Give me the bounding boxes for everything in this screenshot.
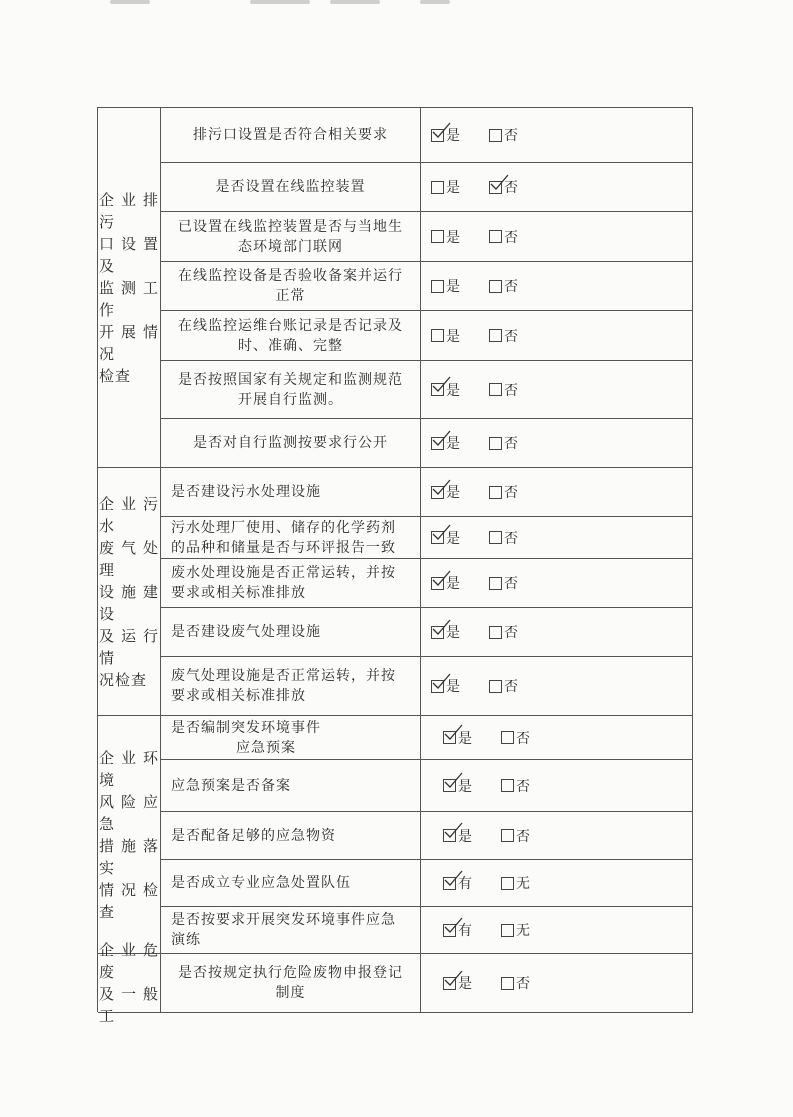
option-label: 否	[516, 976, 531, 992]
question-cell	[161, 760, 421, 812]
category-cell: 企业污水 废气处理 设施建设 及运行情 况检查	[98, 468, 161, 716]
answer-cell	[421, 311, 693, 361]
answer-cell	[421, 716, 693, 760]
checkbox[interactable]	[489, 577, 502, 590]
question-cell	[161, 163, 421, 212]
answer-cell	[421, 361, 693, 419]
checkbox[interactable]	[501, 731, 514, 744]
option-no[interactable]	[501, 826, 531, 846]
answer-cell	[421, 108, 693, 163]
question-text: 在线监控设备是否验收备案并运行	[178, 268, 403, 284]
question-cell	[161, 812, 421, 860]
option-none[interactable]	[501, 873, 531, 893]
option-label: 否	[504, 530, 519, 547]
checkmark-icon	[488, 172, 510, 194]
checkmark-icon	[430, 522, 452, 544]
checkbox[interactable]	[489, 280, 502, 293]
question-text: 是否按照国家有关规定和监测规范	[178, 371, 403, 388]
option-label: 否	[504, 576, 519, 592]
option-label: 是	[446, 279, 461, 295]
checkmark-icon	[430, 428, 452, 450]
option-label: 否	[504, 229, 519, 246]
option-label: 是	[458, 828, 473, 845]
answer-cell	[421, 517, 693, 559]
option-no[interactable]	[489, 528, 519, 548]
checkbox[interactable]	[489, 531, 502, 544]
checkmark-icon	[430, 120, 452, 142]
checkbox[interactable]	[501, 779, 514, 792]
answer-cell	[421, 812, 693, 860]
option-label: 是	[458, 778, 473, 795]
option-label: 否	[504, 485, 519, 501]
option-no[interactable]	[501, 728, 531, 748]
option-label: 是	[446, 180, 461, 196]
option-label: 否	[504, 180, 519, 196]
answer-cell	[421, 419, 693, 468]
option-yes[interactable]	[431, 326, 461, 346]
checkbox[interactable]	[489, 680, 502, 693]
option-label: 是	[446, 436, 461, 452]
scan-artifact	[330, 0, 380, 4]
question-cell	[161, 311, 421, 361]
option-label: 否	[504, 679, 519, 695]
option-label: 否	[516, 828, 531, 845]
checkbox[interactable]	[443, 829, 456, 842]
option-yes[interactable]	[431, 177, 461, 197]
checkbox[interactable]	[489, 181, 502, 194]
option-yes[interactable]	[431, 380, 461, 400]
checkmark-icon	[430, 568, 452, 590]
checkbox[interactable]	[501, 977, 514, 990]
option-label: 否	[504, 328, 519, 345]
option-no[interactable]	[489, 573, 519, 593]
option-no[interactable]	[489, 276, 519, 296]
checkbox[interactable]	[431, 329, 444, 342]
option-yes[interactable]	[431, 276, 461, 296]
checkmark-icon	[430, 671, 452, 693]
option-no[interactable]	[489, 227, 519, 247]
option-label: 有	[458, 923, 473, 939]
option-yes[interactable]	[431, 125, 461, 145]
question-text: 是否按规定执行危险废物申报登记	[178, 965, 403, 981]
option-yes[interactable]	[431, 573, 461, 593]
question-text: 态环境部门联网	[238, 238, 343, 255]
inspection-table	[97, 107, 693, 1025]
category-cell: 企业环境 风险应急 措施落实 情况检查	[98, 716, 161, 954]
checkbox[interactable]	[489, 383, 502, 396]
option-label: 否	[516, 730, 531, 747]
question-cell	[161, 108, 421, 163]
option-label: 否	[504, 279, 519, 295]
answer-cell	[421, 657, 693, 716]
question-text: 正常	[275, 288, 306, 304]
checkbox[interactable]	[431, 230, 444, 243]
question-text: 是否对自行监测按要求行公开	[193, 435, 388, 451]
answer-cell	[421, 860, 693, 907]
option-yes[interactable]	[431, 676, 461, 696]
checkmark-icon	[442, 770, 464, 792]
option-no[interactable]	[489, 482, 519, 502]
checkbox[interactable]	[489, 230, 502, 243]
question-text: 废水处理设施是否正常运转，并按	[171, 565, 396, 581]
option-no[interactable]	[489, 622, 519, 642]
question-text: 污水处理厂使用、储存的化学药剂	[171, 519, 396, 536]
checkbox[interactable]	[489, 129, 502, 142]
option-label: 是	[446, 576, 461, 592]
checkbox[interactable]	[443, 977, 456, 990]
question-text: 在线监控运维台账记录是否记录及	[178, 317, 403, 334]
answer-cell	[421, 907, 693, 954]
question-cell	[161, 212, 421, 262]
question-cell	[161, 860, 421, 907]
checkbox[interactable]	[489, 437, 502, 450]
option-have[interactable]	[443, 873, 473, 893]
checkmark-icon	[430, 477, 452, 499]
option-label: 是	[446, 625, 461, 641]
question-text: 是否建设废气处理设施	[171, 624, 321, 640]
question-cell	[161, 419, 421, 468]
checkbox[interactable]	[431, 383, 444, 396]
option-yes[interactable]	[443, 776, 473, 796]
checkbox[interactable]	[431, 577, 444, 590]
option-none[interactable]	[501, 920, 531, 940]
checkmark-icon	[442, 915, 464, 937]
question-text: 要求或相关标准排放	[171, 585, 306, 601]
option-yes[interactable]	[443, 728, 473, 748]
checkbox[interactable]	[431, 437, 444, 450]
option-label: 否	[504, 625, 519, 641]
scan-artifact	[420, 0, 450, 4]
option-no[interactable]	[489, 326, 519, 346]
option-have[interactable]	[443, 920, 473, 940]
option-label: 否	[504, 128, 519, 144]
question-text: 排污口设置是否符合相关要求	[193, 127, 388, 143]
checkbox[interactable]	[501, 877, 514, 890]
question-cell	[161, 262, 421, 311]
checkbox[interactable]	[431, 680, 444, 693]
checkbox[interactable]	[443, 877, 456, 890]
question-text: 是否编制突发环境事件	[171, 719, 321, 736]
option-label: 无	[516, 923, 531, 939]
scan-artifact	[250, 0, 310, 4]
checkmark-icon	[442, 868, 464, 890]
option-no[interactable]	[489, 125, 519, 145]
checkbox[interactable]	[431, 280, 444, 293]
question-text: 是否配备足够的应急物资	[171, 827, 336, 844]
option-label: 否	[504, 436, 519, 452]
question-text: 废气处理设施是否正常运转，并按	[171, 668, 396, 684]
checkmark-icon	[442, 820, 464, 842]
question-cell	[161, 716, 421, 760]
checkbox[interactable]	[489, 329, 502, 342]
checkmark-icon	[442, 722, 464, 744]
checkbox[interactable]	[431, 181, 444, 194]
checkbox[interactable]	[431, 486, 444, 499]
answer-cell	[421, 954, 693, 1013]
question-text: 是否设置在线监控装置	[215, 179, 366, 195]
question-cell	[161, 608, 421, 657]
answer-cell	[421, 163, 693, 212]
question-cell	[161, 468, 421, 517]
option-yes[interactable]	[443, 973, 473, 993]
question-cell	[161, 559, 421, 608]
question-text: 是否建设污水处理设施	[171, 484, 321, 500]
question-cell	[161, 361, 421, 419]
answer-cell	[421, 608, 693, 657]
option-no[interactable]	[489, 676, 519, 696]
answer-cell	[421, 262, 693, 311]
checkmark-icon	[430, 374, 452, 396]
scan-artifact	[110, 0, 150, 4]
option-yes[interactable]	[431, 227, 461, 247]
option-no[interactable]	[489, 177, 519, 197]
option-label: 是	[458, 730, 473, 747]
option-label: 是	[446, 485, 461, 501]
answer-cell	[421, 212, 693, 262]
option-label: 是	[446, 530, 461, 547]
question-cell	[161, 907, 421, 954]
question-cell	[161, 517, 421, 559]
option-yes[interactable]	[443, 826, 473, 846]
option-label: 是	[458, 976, 473, 992]
option-yes[interactable]	[431, 433, 461, 453]
answer-cell	[421, 760, 693, 812]
question-text: 开展自行监测。	[238, 391, 343, 408]
question-text: 已设置在线监控装置是否与当地生	[178, 218, 403, 235]
option-label: 是	[446, 229, 461, 246]
question-cell	[161, 657, 421, 716]
option-label: 否	[504, 382, 519, 399]
answer-cell	[421, 468, 693, 517]
option-no[interactable]	[501, 776, 531, 796]
question-text: 应急预案	[236, 739, 296, 756]
checkmark-icon	[442, 968, 464, 990]
option-no[interactable]	[489, 433, 519, 453]
option-yes[interactable]	[431, 482, 461, 502]
checkbox[interactable]	[443, 731, 456, 744]
option-label: 是	[446, 328, 461, 345]
category-cell: 企业排污 口设置及 监测工作 开展情况 检查	[98, 108, 161, 468]
question-text: 要求或相关标准排放	[171, 688, 306, 704]
checkbox[interactable]	[489, 626, 502, 639]
checkbox[interactable]	[501, 924, 514, 937]
question-text: 制度	[275, 985, 306, 1001]
option-yes[interactable]	[431, 622, 461, 642]
checkbox[interactable]	[489, 486, 502, 499]
checkbox[interactable]	[443, 924, 456, 937]
checkbox[interactable]	[431, 531, 444, 544]
option-yes[interactable]	[431, 528, 461, 548]
option-label: 是	[446, 382, 461, 399]
option-label: 无	[516, 876, 531, 892]
category-cell: 企业危废 及一般工	[99, 941, 159, 1025]
question-text: 是否按要求开展突发环境事件应急	[171, 912, 396, 928]
question-text: 的品种和储量是否与环评报告一致	[171, 539, 396, 556]
question-cell	[161, 954, 421, 1013]
question-text: 是否成立专业应急处置队伍	[171, 875, 351, 891]
question-text: 应急预案是否备案	[171, 777, 291, 794]
option-label: 是	[446, 128, 461, 144]
option-no[interactable]	[501, 973, 531, 993]
option-no[interactable]	[489, 380, 519, 400]
answer-cell	[421, 559, 693, 608]
checkbox[interactable]	[431, 129, 444, 142]
checkmark-icon	[430, 617, 452, 639]
checkbox[interactable]	[443, 779, 456, 792]
checkbox[interactable]	[501, 829, 514, 842]
option-label: 是	[446, 679, 461, 695]
question-text: 演练	[171, 932, 201, 948]
option-label: 有	[458, 876, 473, 892]
checkbox[interactable]	[431, 626, 444, 639]
question-text: 时、准确、完整	[238, 337, 343, 354]
option-label: 否	[516, 778, 531, 795]
